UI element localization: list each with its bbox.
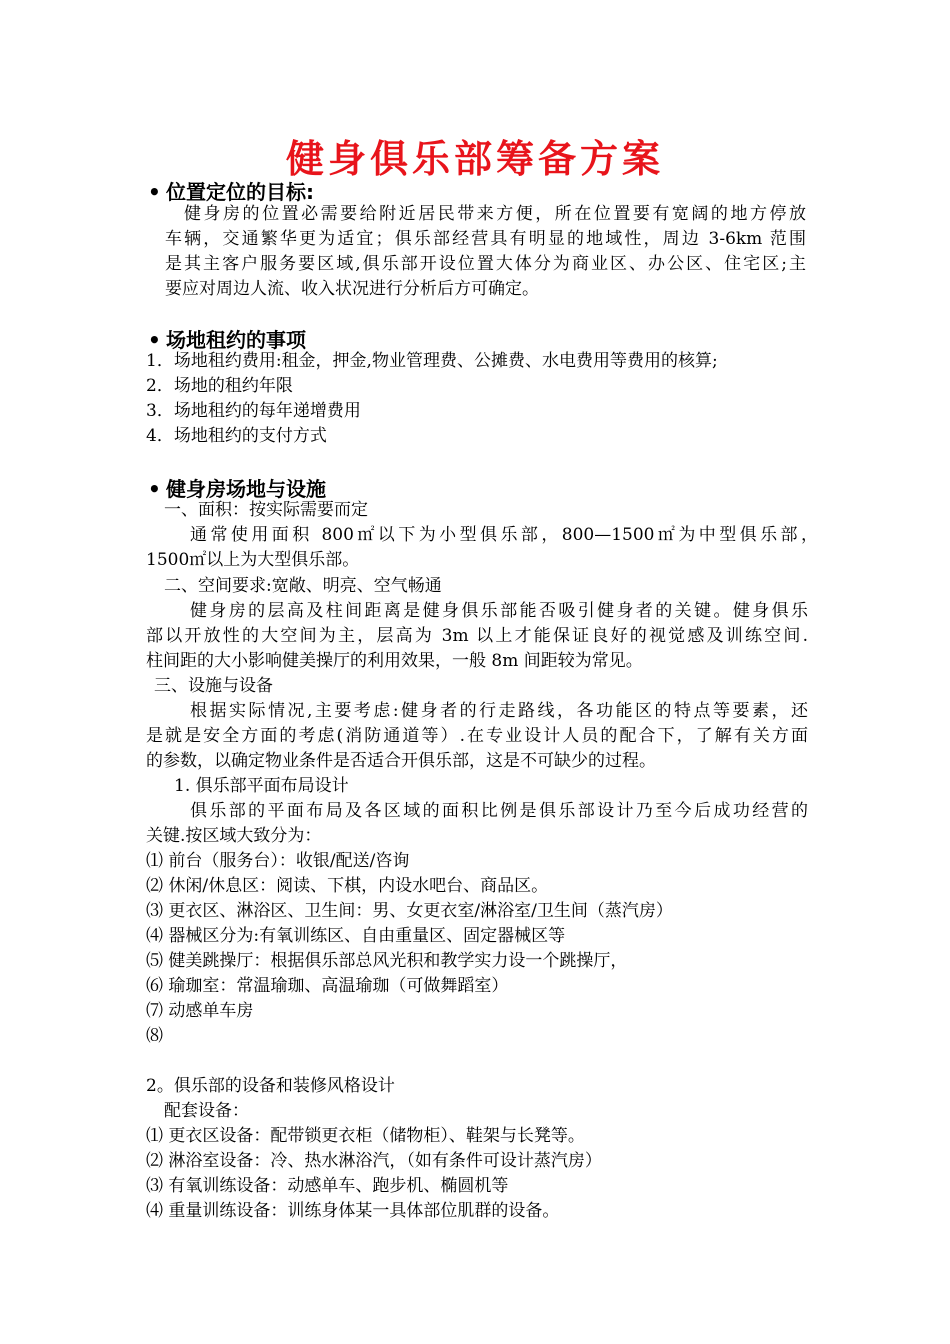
subheading: 二、空间要求:宽敞、明亮、空气畅通 [164,576,442,596]
paragraph-line: 健身房的层高及柱间距离是健身俱乐部能否吸引健身者的关键。健身俱乐 [190,601,808,621]
list-item: 2．场地的租约年限 [146,376,293,396]
paragraph-line: 通常使用面积 800㎡以下为小型俱乐部，800—1500㎡为中型俱乐部， [190,525,818,545]
list-item: ⑷ 重量训练设备：训练身体某一具体部位肌群的设备。 [146,1201,560,1221]
list-item: 4．场地租约的支付方式 [146,426,327,446]
section-heading-location: • 位置定位的目标: [148,180,314,204]
paragraph-line: 车辆，交通繁华更为适宜；俱乐部经营具有明显的地域性，周边 3-6km 范围 [165,229,806,249]
bullet-icon: • [148,328,161,352]
paragraph-line: 根据实际情况,主要考虑:健身者的行走路线，各功能区的特点等要素，还 [190,701,808,721]
bullet-icon: • [148,477,161,501]
paragraph-line: 是就是安全方面的考虑(消防通道等）.在专业设计人员的配合下，了解有关方面 [146,726,808,746]
paragraph-line: 要应对周边人流、收入状况进行分析后方可确定。 [165,279,539,299]
list-item: ⑶ 更衣区、淋浴区、卫生间：男、女更衣室/淋浴室/卫生间（蒸汽房） [146,901,673,921]
paragraph-line: 的参数，以确定物业条件是否适合开俱乐部，这是不可缺少的过程。 [146,751,656,771]
list-item: 1．场地租约费用:租金，押金,物业管理费、公摊费、水电费用等费用的核算; [146,351,718,371]
list-item: ⑺ 动感单车房 [146,1001,254,1021]
paragraph-line: 1500㎡以上为大型俱乐部。 [146,550,360,570]
section-heading-lease: • 场地租约的事项 [148,328,306,352]
bullet-icon: • [148,180,161,204]
list-item: ⑵ 淋浴室设备：冷、热水淋浴汽，（如有条件可设计蒸汽房） [146,1151,602,1171]
list-item: ⑶ 有氧训练设备：动感单车、跑步机、椭圆机等 [146,1176,509,1196]
list-item: ⑴ 前台（服务台）：收银/配送/咨询 [146,851,410,871]
list-item: ⑵ 休闲/休息区：阅读、下棋，内设水吧台、商品区。 [146,876,549,896]
paragraph-line: 部以开放性的大空间为主，层高为 3m 以上才能保证良好的视觉感及训练空间. [146,626,808,646]
document-title: 健身俱乐部筹备方案 [285,136,664,181]
list-item: ⑸ 健美跳操厅：根据俱乐部总风光积和教学实力设一个跳操厅， [146,951,628,971]
paragraph-line: 俱乐部的平面布局及各区域的面积比例是俱乐部设计乃至今后成功经营的 [190,801,808,821]
list-item: ⑻ [146,1026,163,1046]
list-item: ⑴ 更衣区设备：配带锁更衣柜（储物柜）、鞋架与长凳等。 [146,1126,585,1146]
section-heading-facilities: • 健身房场地与设施 [148,477,326,501]
subheading: 1. 俱乐部平面布局设计 [174,776,349,796]
subheading: 2。俱乐部的设备和装修风格设计 [146,1076,395,1096]
list-item: ⑹ 瑜珈室：常温瑜珈、高温瑜珈（可做舞蹈室） [146,976,509,996]
list-item: 3．场地租约的每年递增费用 [146,401,361,421]
list-item: ⑷ 器械区分为:有氧训练区、自由重量区、固定器械区等 [146,926,566,946]
subheading: 三、设施与设备 [154,676,273,696]
paragraph-line: 柱间距的大小影响健美操厅的利用效果，一般 8m 间距较为常见。 [146,651,643,671]
paragraph-line: 是其主客户服务要区域,俱乐部开设位置大体分为商业区、办公区、住宅区;主 [165,254,806,274]
subheading: 一、面积：按实际需要而定 [164,500,368,520]
paragraph-line: 关键.按区域大致分为： [146,826,322,846]
paragraph-line: 健身房的位置必需要给附近居民带来方便，所在位置要有宽阔的地方停放 [184,204,806,224]
subheading: 配套设备： [164,1101,249,1121]
